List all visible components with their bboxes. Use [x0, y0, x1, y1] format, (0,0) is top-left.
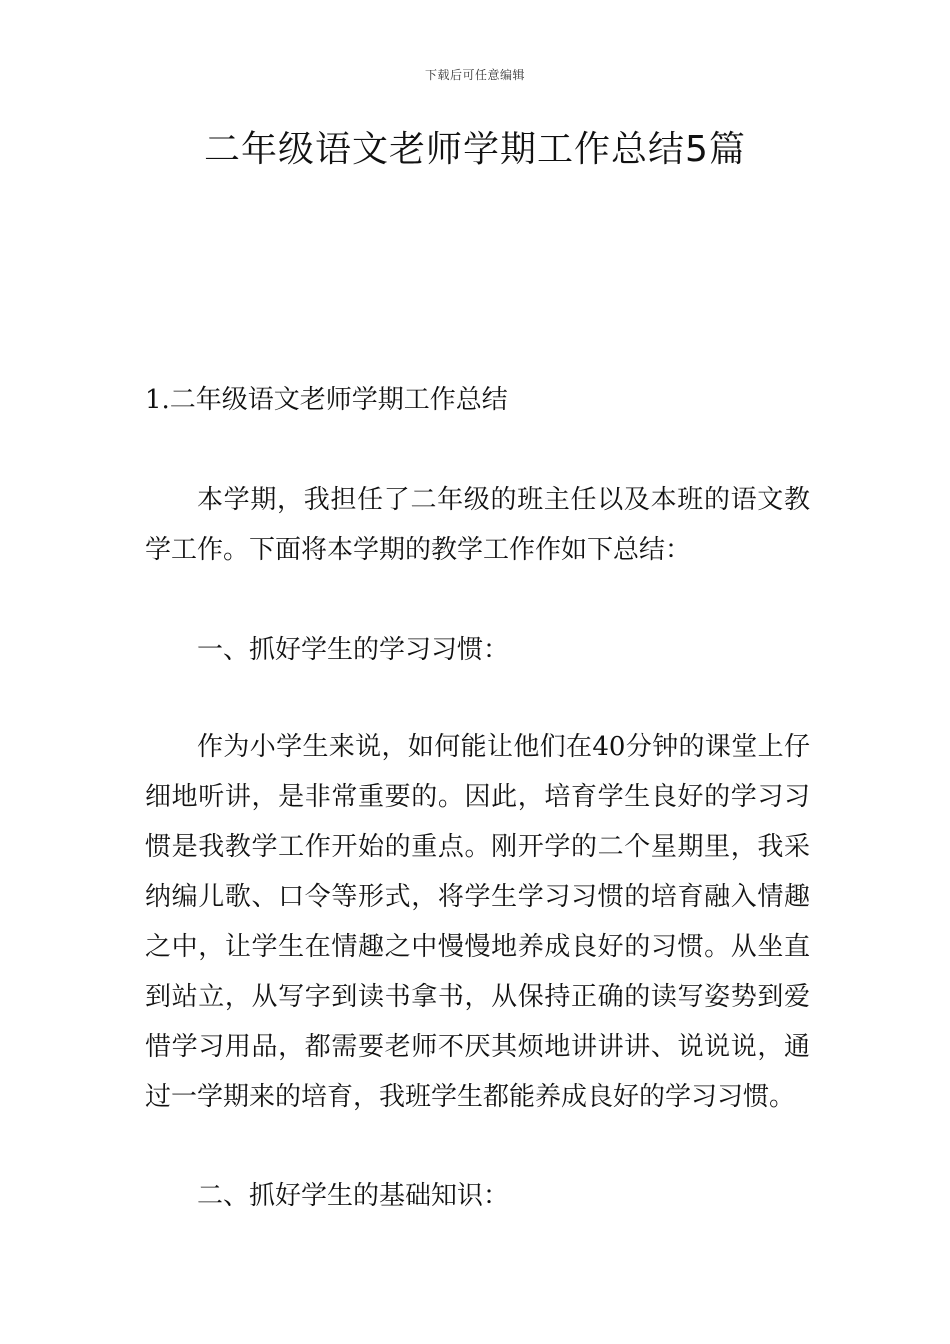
intro-paragraph: 本学期，我担任了二年级的班主任以及本班的语文教学工作。下面将本学期的教学工作作如下总结：: [145, 485, 810, 565]
study-habits-paragraph: 作为小学生来说，如何能让他们在40分钟的课堂上仔细地听讲，是非常重要的。因此，培育学生良好的学习习惯是我教学工作开始的重点。刚开学的二个星期里，我采纳编儿歌、口令等形式，将学生学习习惯的培育融入情趣之中，让学生在情趣之中慢慢地养成良好的习惯。从坐直到站立，从写字到读书拿书，从保持正确的读写姿势到爱惜学习用品，都需要老师不厌其烦地讲讲讲、说说说，通过一学期来的培育，我班学生都能养成良好的学习习惯。: [145, 732, 810, 1112]
subheading-basic-knowledge: 二、抓好学生的基础知识：: [197, 1181, 510, 1211]
document-title: 二年级语文老师学期工作总结5篇: [204, 129, 746, 170]
header-note: 下载后可任意编辑: [424, 68, 525, 82]
subheading-study-habits: 一、抓好学生的学习习惯：: [197, 635, 510, 665]
section-heading: 1.二年级语文老师学期工作总结: [145, 385, 508, 415]
